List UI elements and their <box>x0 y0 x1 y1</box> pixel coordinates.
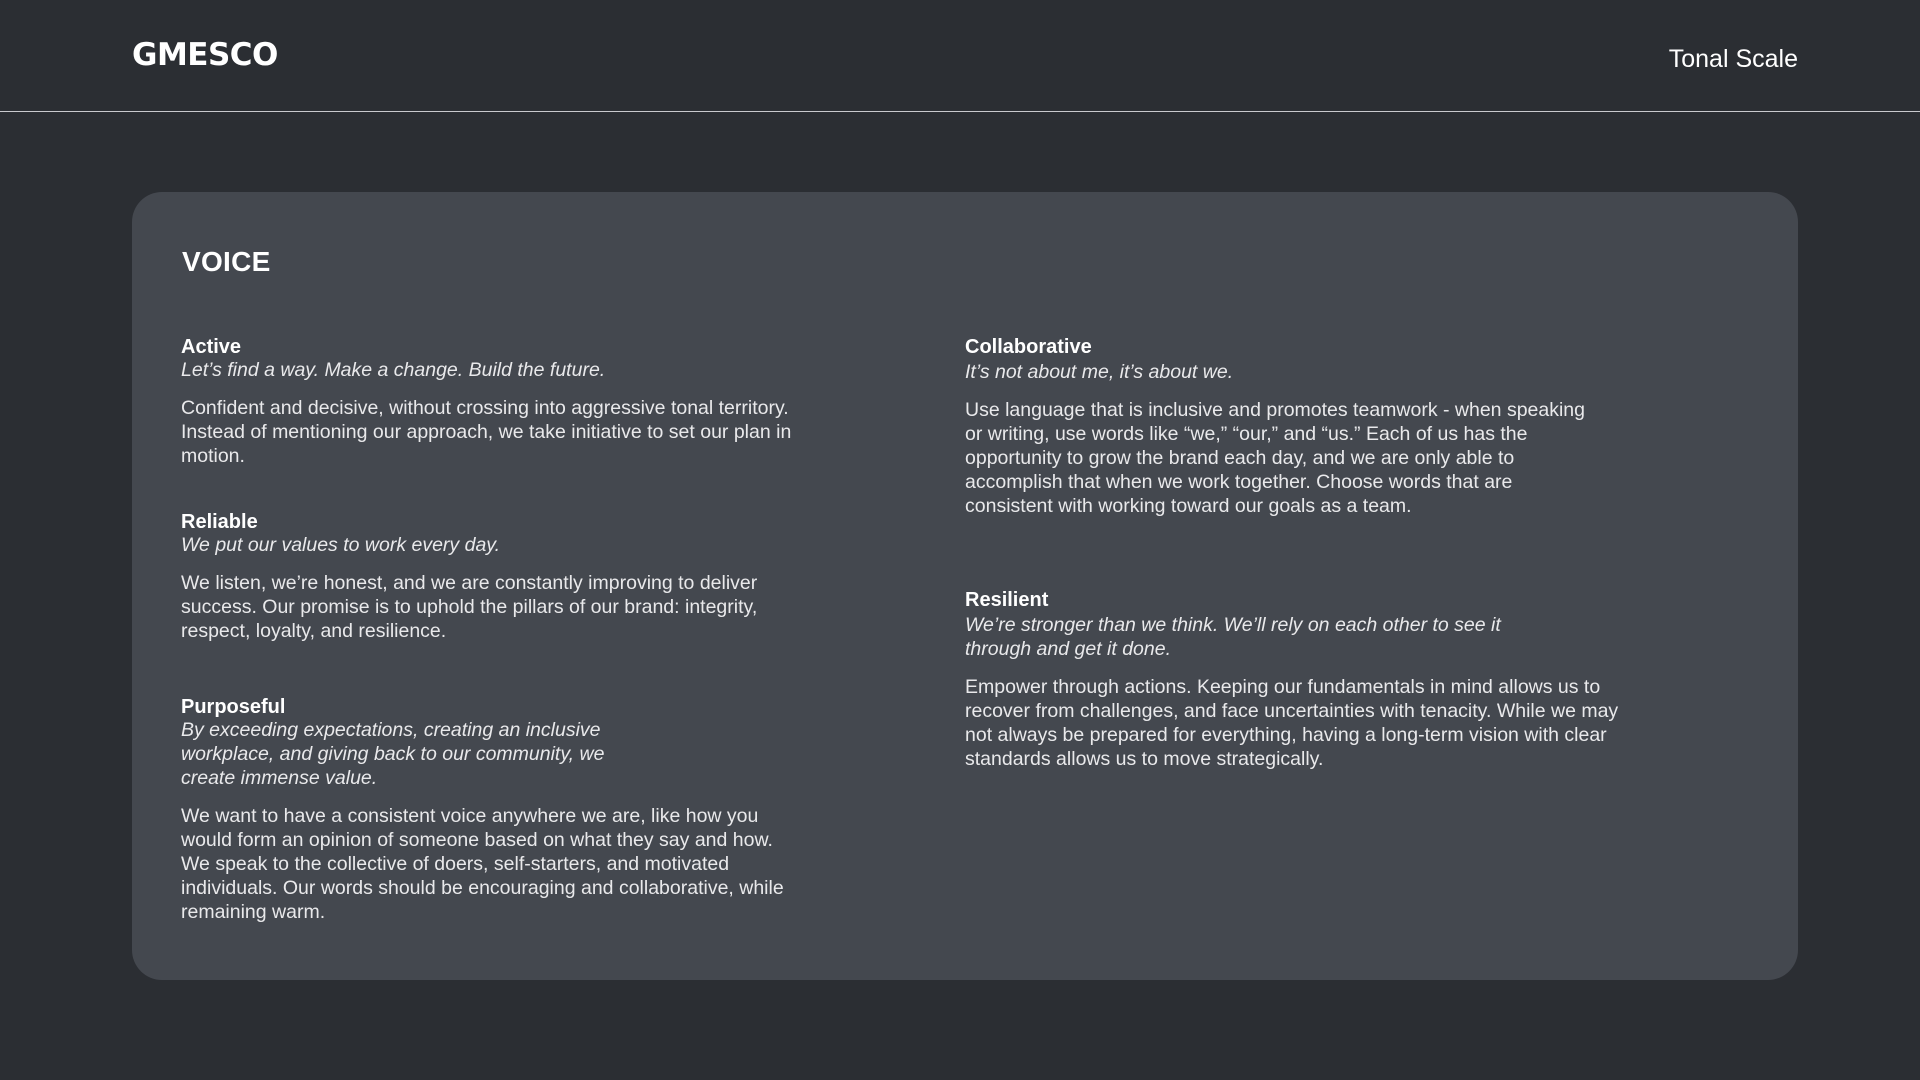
trait-name: Resilient <box>965 589 1049 611</box>
trait-tagline: Let’s find a way. Make a change. Build the future. <box>181 359 606 381</box>
trait-tagline: We put our values to work every day. <box>181 534 501 556</box>
card-title: VOICE <box>182 246 271 277</box>
trait-tagline: It’s not about me, it’s about we. <box>965 361 1234 383</box>
trait-name: Active <box>181 336 242 358</box>
voice-card <box>132 192 1798 980</box>
trait-description: We want to have a consistent voice anywhere we are, like how you would form an opinion of someone based on what they say and how. We speak to the collective of doers, self-starters, and motivated individuals. Our words should be encouraging and collaborative, while remaining warm. <box>181 805 784 923</box>
section-title: Tonal Scale <box>1668 45 1798 73</box>
trait-purposeful <box>181 696 801 924</box>
trait-description: Use language that is inclusive and promotes teamwork - when speaking or writing, use words like “we,” “our,” and “us.” Each of us has the opportunity to grow the brand each day, and we are only able to accomplish that when we work together. Choose words that are consistent with working toward our goals as a team. <box>965 399 1586 517</box>
trait-reliable <box>181 511 811 643</box>
trait-description: Empower through actions. Keeping our fundamentals in mind allows us to recover from challenges, and face uncertainties with tenacity. While we may not always be prepared for everything, having a long-term vision with clear standards allows us to move strategically. <box>965 676 1619 770</box>
trait-description: Confident and decisive, without crossing into aggressive tonal territory. Instead of mentioning our approach, we take initiative to set our plan in motion. <box>181 397 792 467</box>
trait-tagline: We’re stronger than we think. We’ll rely on each other to see it through and get it done. <box>965 614 1501 660</box>
trait-collaborative <box>965 336 1605 518</box>
header <box>0 0 1920 112</box>
trait-tagline: By exceeding expectations, creating an inclusive workplace, and giving back to our community, we create immense value. <box>181 719 605 789</box>
trait-description: We listen, we’re honest, and we are constantly improving to deliver success. Our promise is to uphold the pillars of our brand: integrity, respect, loyalty, and resilience. <box>181 572 758 642</box>
trait-active <box>181 336 801 468</box>
gmesco-logo: GMESCO <box>132 37 278 73</box>
trait-name: Collaborative <box>965 336 1092 358</box>
trait-name: Reliable <box>181 511 258 533</box>
trait-name: Purposeful <box>181 696 286 718</box>
trait-resilient <box>965 589 1625 771</box>
